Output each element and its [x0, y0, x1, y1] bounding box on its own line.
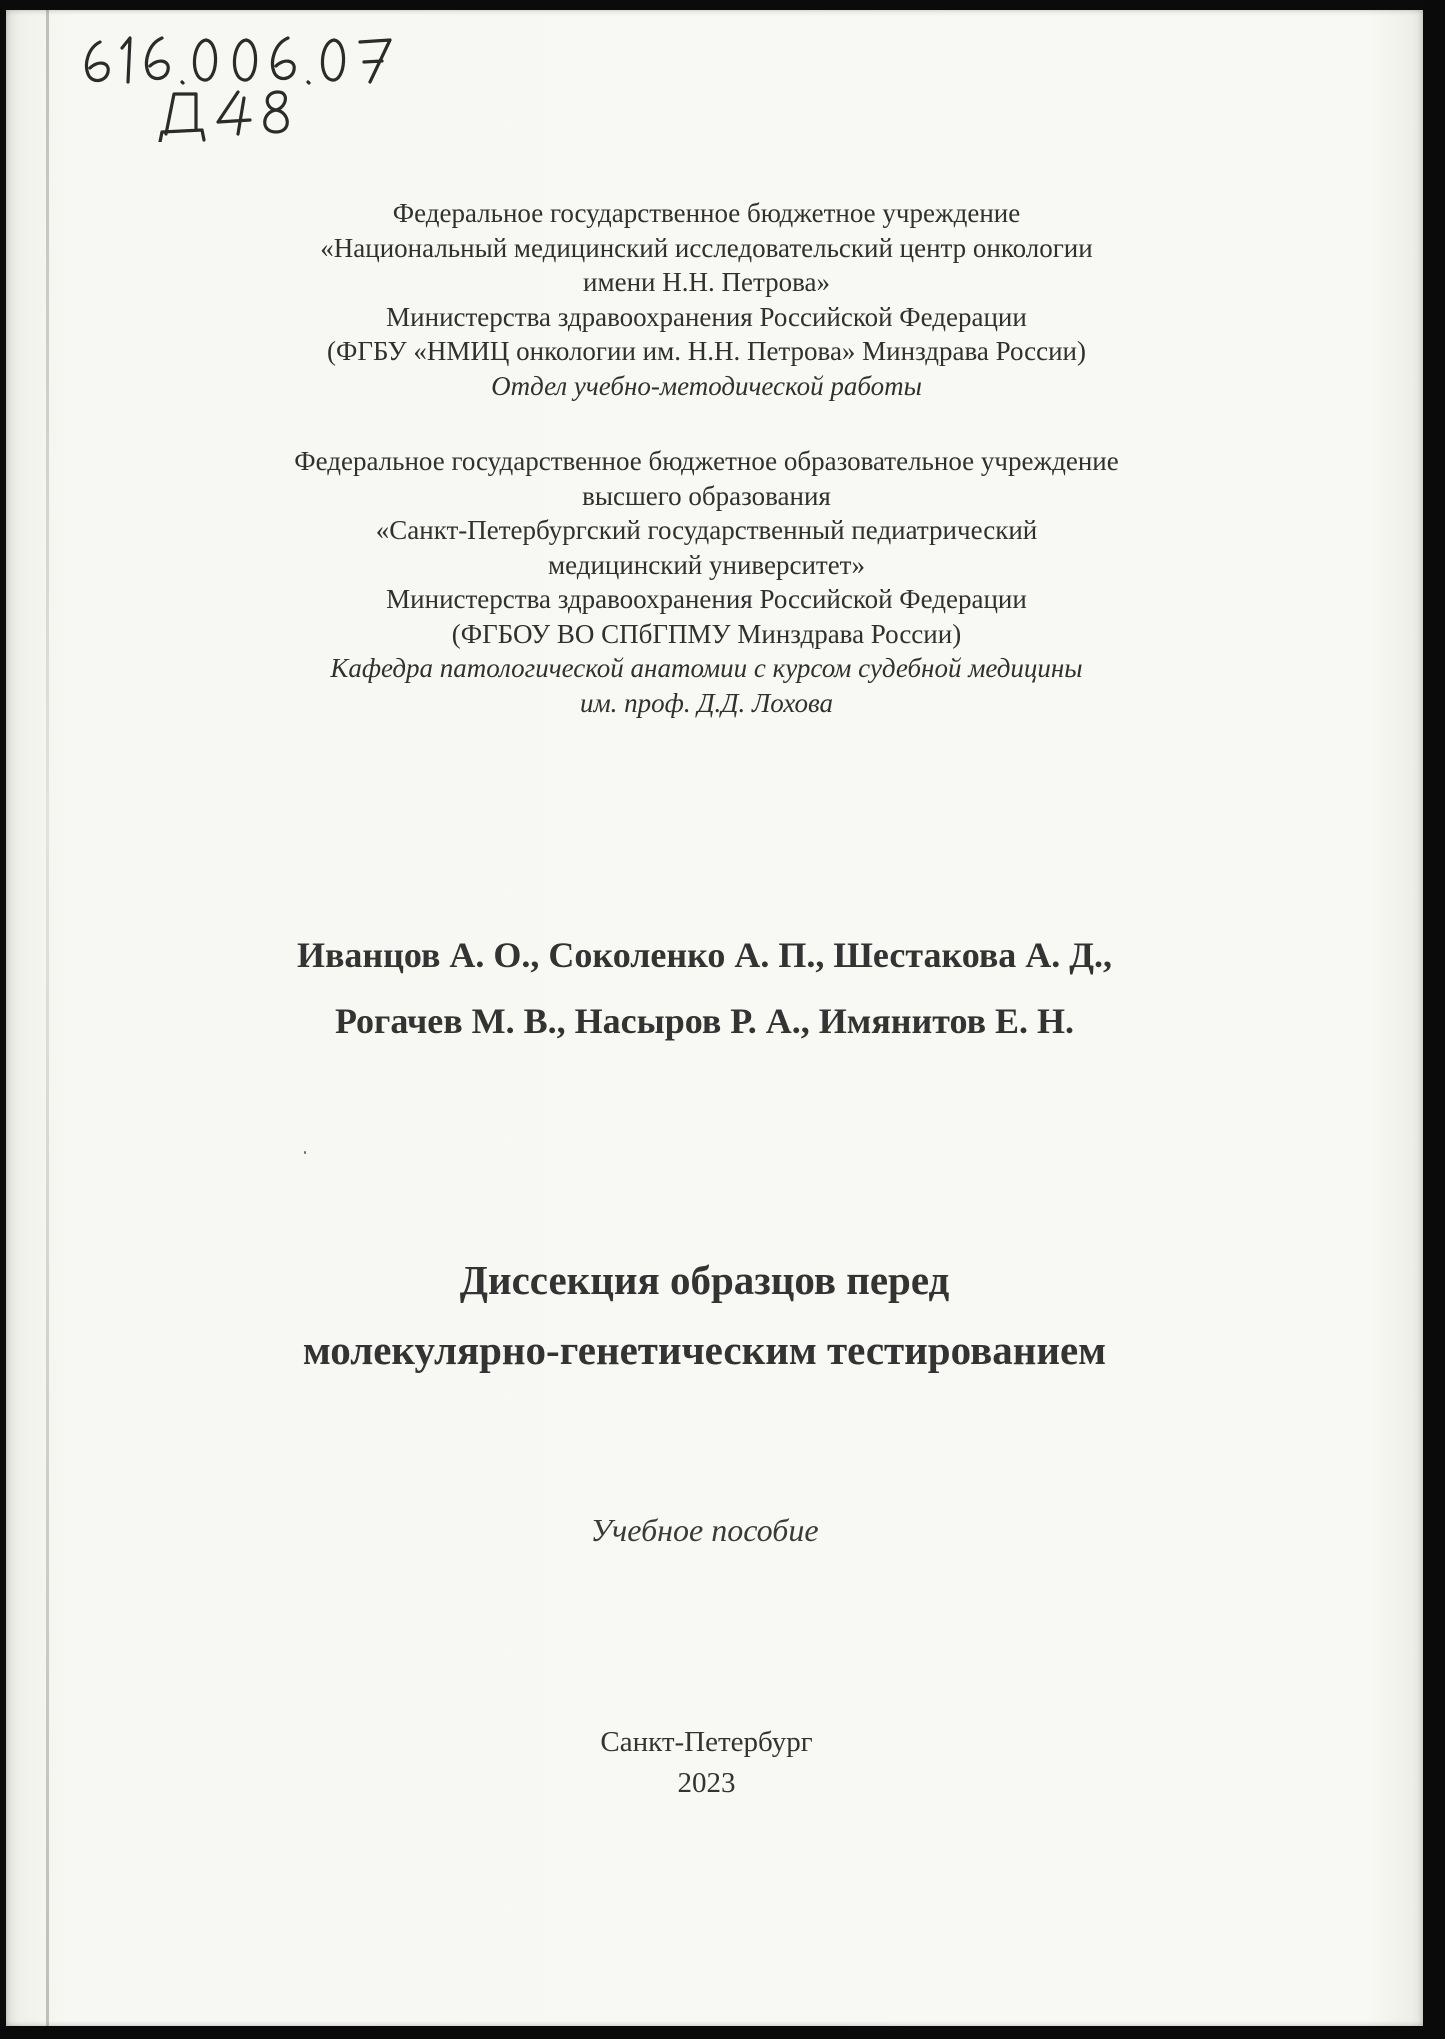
document-title — [0, 1245, 1413, 1385]
authors-line: Иванцов А. О., Соколенко А. П., Шестакова А. Д., — [296, 935, 1113, 975]
document-type — [0, 1510, 1413, 1550]
institution-1 — [0, 196, 1415, 403]
scan-border-right — [1423, 0, 1445, 2039]
paper-speck — [304, 1151, 306, 1154]
handwritten-classification-mark — [78, 22, 458, 142]
authors-line: Рогачев М. В., Насыров Р. А., Имянитов Е. Н. — [334, 1001, 1075, 1041]
institution-1-department: Отдел учебно-методической работы — [491, 370, 922, 401]
institution-1-line: Министерства здравоохранения Российской Федерации — [386, 301, 1027, 332]
institution-1-line: Федеральное государственное бюджетное учреждение — [392, 198, 1021, 228]
scan-border-bottom — [0, 2026, 1445, 2039]
authors — [0, 922, 1413, 1054]
institution-2-line: (ФГБОУ ВО СПбГПМУ Минздрава России) — [451, 618, 962, 649]
institution-2-line: Федеральное государственное бюджетное образовательное учреждение — [294, 446, 1119, 476]
institution-2-line: «Санкт-Петербургский государственный педиатрический — [375, 515, 1038, 545]
institution-1-line: имени Н.Н. Петрова» — [583, 267, 830, 297]
imprint — [0, 1722, 1415, 1804]
document-type-label: Учебное пособие — [590, 1512, 819, 1548]
title-page — [6, 10, 1423, 2026]
institution-2-line: медицинский университет» — [548, 549, 865, 580]
institution-2-department: Кафедра патологической анатомии с курсом судебной медицины — [330, 653, 1083, 683]
institution-1-line: (ФГБУ «НМИЦ онкологии им. Н.Н. Петрова» Минздрава России) — [327, 336, 1086, 366]
institution-2-department: им. проф. Д.Д. Лохова — [579, 687, 834, 718]
title-line: молекулярно-генетическим тестированием — [302, 1327, 1107, 1373]
institution-1-line: «Национальный медицинский исследовательский центр онкологии — [320, 232, 1093, 263]
institution-2 — [0, 444, 1415, 720]
imprint-year: 2023 — [677, 1767, 736, 1799]
institution-2-line: Министерства здравоохранения Российской Федерации — [386, 584, 1027, 614]
institution-2-line: высшего образования — [582, 480, 831, 511]
handwriting-drawing — [78, 22, 458, 142]
imprint-city: Санкт-Петербург — [600, 1726, 813, 1758]
title-line: Диссекция образцов перед — [459, 1257, 950, 1303]
